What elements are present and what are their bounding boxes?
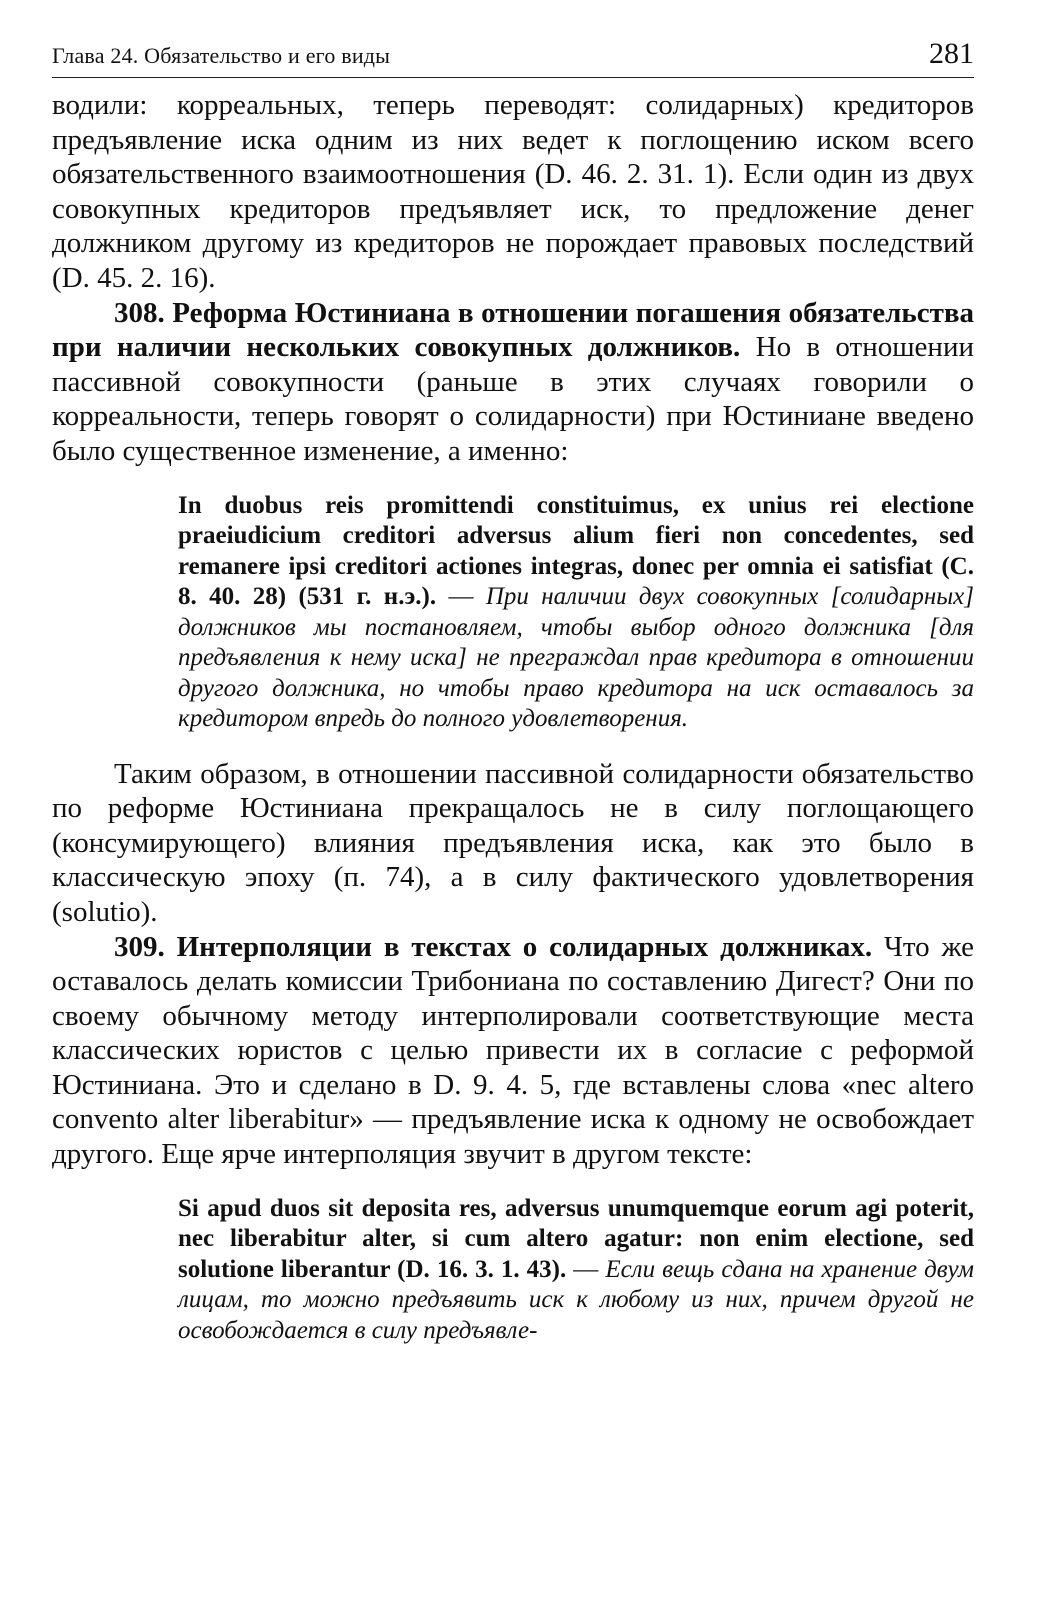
quote-dash: — (566, 1255, 606, 1283)
page-content (52, 88, 974, 1346)
page-number: 281 (929, 37, 974, 70)
paragraph-summary: Таким образом, в отношении пассивной солидарности обязательство по реформе Юстиниана прекращалось не в силу поглощающего (консумирующего) влияния предъявления иска, как это было в классическую эпоху (п. 74), а в силу фактического удовлетворения (solutio). (52, 757, 974, 928)
section-309 (52, 930, 974, 1172)
quote-translation: Если вещь сдана на хранение двум лицам, то можно предъявить иск к любому из них, причем другой не освобождается в силу предъявле- (178, 1255, 974, 1344)
quote-latin-text: Si apud duos sit deposita res, adversus unumquemque eorum agi poterit, nec liberabitur alter, si cum altero agatur: non enim electione, sed solutione liberantur (D. 16. 3. 1. 43). (178, 1194, 974, 1283)
quote-translation: При наличии двух совокупных [солидарных] должников мы постановляем, чтобы выбор одного должника [для предъявления к нему иска] не преграждал прав кредитора в отношении другого должника, но чтобы право кредитора на иск оставалось за кредитором впредь до полного удовлетворения. (178, 583, 974, 733)
paragraph-continued: водили: корреальных, теперь переводят: солидарных) кредиторов предъявление иска одним из них ведет к поглощению иском всего обязательственного взаимоотношения (D. 46. 2. 31. 1). Если один из двух совокупных кредиторов предъявляет иск, то предложение денег должником другому из кредиторов не порождает правовых последствий (D. 45. 2. 16). (52, 89, 974, 294)
quote-justinian-code (52, 491, 974, 735)
book-page (52, 38, 974, 1346)
section-308-text: Но в отношении пассивной совокупности (раньше в этих случаях говорили о корреальности, теперь говорят о солидарности) при Юстиниане введено было существенное изменение, а именно: (52, 331, 974, 467)
section-308 (52, 296, 974, 469)
section-309-text: Что же оставалось делать комиссии Трибониана по составлению Дигест? Они по своему обычному методу интерполировали соответствующие места классических юристов с целью привести их в согласие с реформой Юстиниана. Это и сделано в D. 9. 4. 5, где вставлены слова «nec altero convento alter liberabitur» — предъявление иска к одному не освобождает другого. Еще ярче интерполяция звучит в другом тексте: (52, 930, 974, 1171)
quote-digest (52, 1194, 974, 1347)
section-308-heading: 308. Реформа Юстиниана в отношении погашения обязательства при наличии нескольких совокупных должников. (52, 296, 974, 364)
running-header (52, 38, 974, 78)
quote-dash: — (436, 583, 486, 611)
quote-latin-text: In duobus reis promittendi constituimus, ex unius rei electione praeiudicium creditori adversus alium fieri non concedentes, sed remanere ipsi creditori actiones integras, donec per omnia ei satisfiat (C. 8. 40. 28) (531 г. н.э.). (178, 491, 974, 611)
chapter-title: Глава 24. Обязательство и его виды (52, 43, 391, 68)
section-309-heading: 309. Интерполяции в текстах о солидарных должниках. (114, 930, 873, 963)
